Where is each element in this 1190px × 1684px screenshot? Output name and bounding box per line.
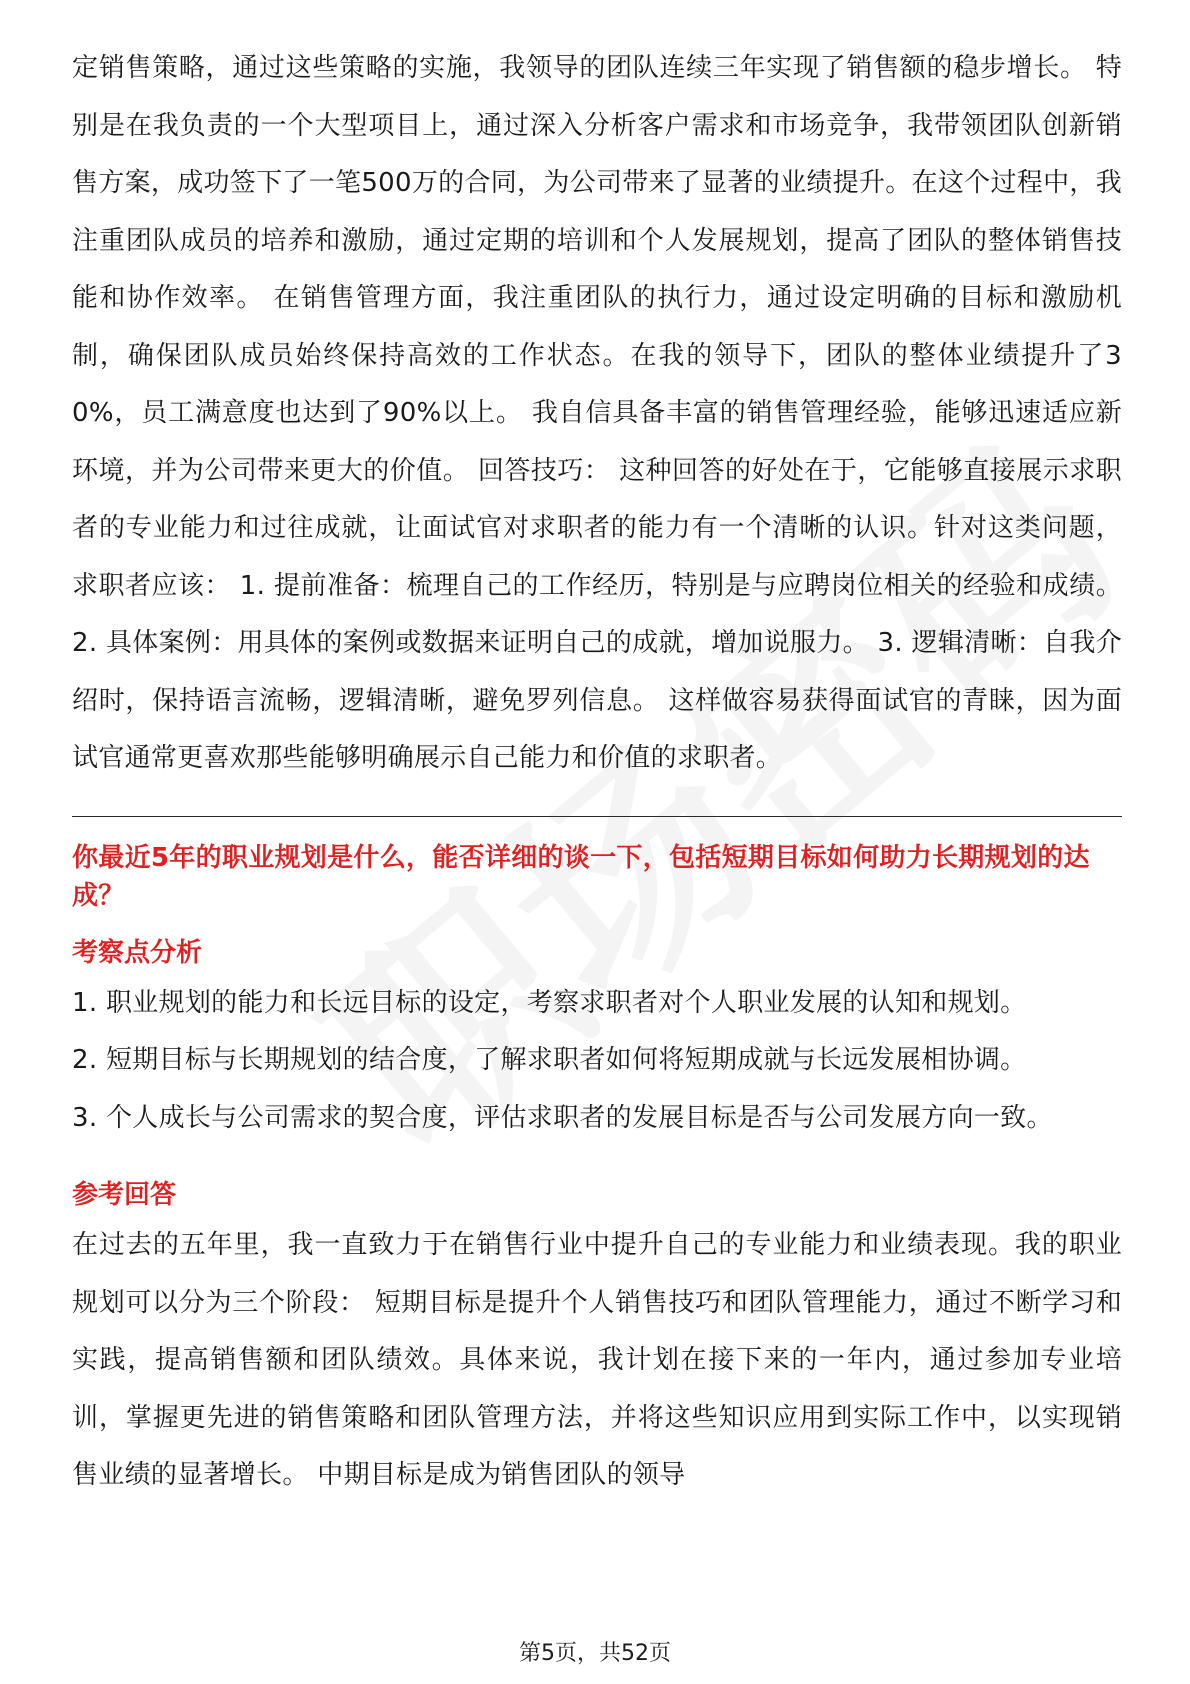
analysis-item: 1. 职业规划的能力和长远目标的设定，考察求职者对个人职业发展的认知和规划。 — [72, 987, 1027, 1018]
analysis-list — [72, 975, 1122, 1148]
intro-paragraph: 定销售策略，通过这些策略的实施，我领导的团队连续三年实现了销售额的稳步增长。 特别是在我负责的一个大型项目上，通过深入分析客户需求和市场竞争，我带领团队创新销售方案，成功签下了一笔500万的合同，为公司带来了显著的业绩提升。在这个过程中，我注重团队成员的培养和激励，通过定期的培训和个人发展规划，提高了团队的整体销售技能和协作效率。 在销售管理方面，我注重团队的执行力，通过设定明确的目标和激励机制，确保团队成员始终保持高效的工作状态。在我的领导下，团队的整体业绩提升了30%，员工满意度也达到了90%以上。 我自信具备丰富的销售管理经验，能够迅速适应新环境，并为公司带来更大的价值。 回答技巧： 这种回答的好处在于，它能够直接展示求职者的专业能力和过往成就，让面试官对求职者的能力有一个清晰的认识。针对这类问题，求职者应该： 1. 提前准备：梳理自己的工作经历，特别是与应聘岗位相关的经验和成绩。 2. 具体案例：用具体的案例或数据来证明自己的成就，增加说服力。 3. 逻辑清晰：自我介绍时，保持语言流畅，逻辑清晰，避免罗列信息。 这样做容易获得面试官的青睐，因为面试官通常更喜欢那些能够明确展示自己能力和价值的求职者。 — [72, 53, 1122, 773]
document-page — [72, 40, 1122, 1505]
answer-paragraph: 在过去的五年里，我一直致力于在销售行业中提升自己的专业能力和业绩表现。我的职业规划可以分为三个阶段： 短期目标是提升个人销售技巧和团队管理能力，通过不断学习和实践，提高销售额和团队绩效。具体来说，我计划在接下来的一年内，通过参加专业培训，掌握更先进的销售策略和团队管理方法，并将这些知识应用到实际工作中，以实现销售业绩的显著增长。 中期目标是成为销售团队的领导 — [72, 1230, 1122, 1490]
analysis-item: 2. 短期目标与长期规划的结合度，了解求职者如何将短期成就与长远发展相协调。 — [72, 1045, 1027, 1075]
analysis-item: 3. 个人成长与公司需求的契合度，评估求职者的发展目标是否与公司发展方向一致。 — [72, 1102, 1053, 1133]
section-divider — [72, 816, 1122, 817]
analysis-title: 考察点分析 — [72, 937, 203, 968]
question-heading: 你最近5年的职业规划是什么，能否详细的谈一下，包括短期目标如何助力长期规划的达成？ — [72, 842, 1090, 911]
answer-title: 参考回答 — [72, 1180, 177, 1210]
page-number: 第5页，共52页 — [519, 1641, 671, 1666]
